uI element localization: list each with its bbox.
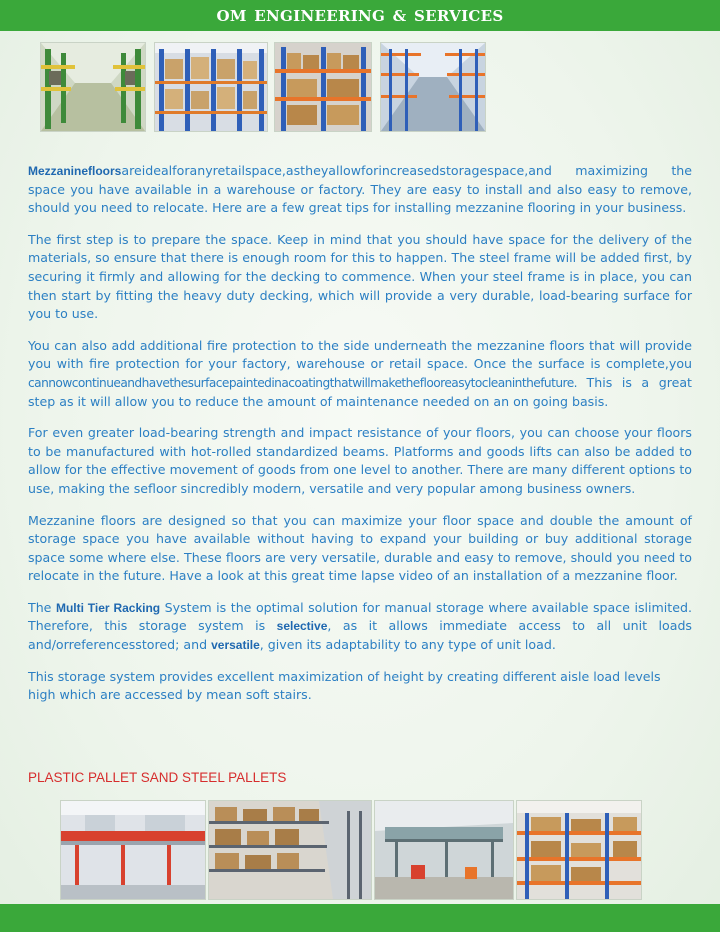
photo-shelving-boxes	[208, 800, 372, 900]
keyword-selective: selective	[276, 619, 328, 634]
keyword-mezzanine-floors: Mezzaninefloors	[28, 164, 122, 178]
paragraph-fire-protection: You can also add additional fire protection to the side underneath the mezzanine floors that will provide you with fire protection for your factory, warehouse or retail space. Once the surface is complete,you cannowcontinueandhavethesurfacepaintedinacoatingthatwillmaketheflooreasytocleaninthefuture. This is a great step as it will allow you to reduce the amount of maintenance needed on an on going basis.	[28, 337, 692, 409]
header-bar	[0, 0, 720, 31]
section-title-pallets: PLASTIC PALLET SAND STEEL PALLETS	[28, 770, 287, 785]
paragraph-multi-tier-racking: The Multi Tier Racking System is the optimal solution for manual storage where available space islimited. Therefore, this storage system is selective, as it allows immediate access to all unit loads and/orreferencesstored; and versatile, given its adaptability to any type of unit load.	[28, 599, 692, 653]
paragraph-intro: Mezzaninefloorsareidealforanyretailspace,astheyallowforincreasedstoragespace,and maximizing the space you have available in a warehouse or factory. They are easy to install and also easy to remove, should you need to relocate. Here are a few great tips for installing mezzanine flooring in your business.	[28, 163, 692, 216]
article-body	[28, 162, 692, 718]
photo-mezzanine-red	[60, 800, 206, 900]
keyword-multi-tier-racking: Multi Tier Racking	[55, 600, 161, 615]
paragraph-load-bearing: For even greater load-bearing strength and impact resistance of your floors, you can choose your floors to be manufactured with hot-rolled standardized beams. Platforms and goods lifts can also be added to allow for the effective movement of goods from one level to another. There are many different options to use, making the sefloor sincredibly modern, versatile and very popular among business owners.	[28, 425, 692, 496]
paragraph-height-maximization: This storage system provides excellent maximization of height by creating different aisle load levels high which are accessed by mean soft stairs.	[28, 668, 661, 703]
photo-green-rack-aisle	[40, 42, 146, 132]
photo-orange-pallet-rack	[274, 42, 372, 132]
paragraph-preparation: The first step is to prepare the space. Keep in mind that you should have space for the delivery of the materials, so ensure that there is enough room for this to happen. The steel frame will be added first, by securing it firmly and allowing for the decking to commence. When your steel frame is in place, you can then start by fitting the heavy duty decking, which will provide a very durable, load-bearing surface for you to use.	[28, 231, 692, 322]
photo-blue-drive-in-rack	[154, 42, 268, 132]
photo-warehouse-aisle	[380, 42, 486, 132]
company-title: OM ENGINEERING & SERVICES	[216, 6, 504, 25]
keyword-versatile: versatile	[211, 638, 260, 653]
photo-orange-mezzanine-rack	[516, 800, 642, 900]
photo-warehouse-interior	[374, 800, 514, 900]
paragraph-floor-space: Mezzanine floors are designed so that you can maximize your floor space and double the amount of storage space you have available without having to expand your building or buy additional storage space some where else. These floors are very versatile, durable and easy to remove, should you need to relocate in the future. Have a look at this great time lapse video of an installation of a mezzanine floor.	[28, 512, 692, 584]
footer-bar	[0, 904, 720, 932]
